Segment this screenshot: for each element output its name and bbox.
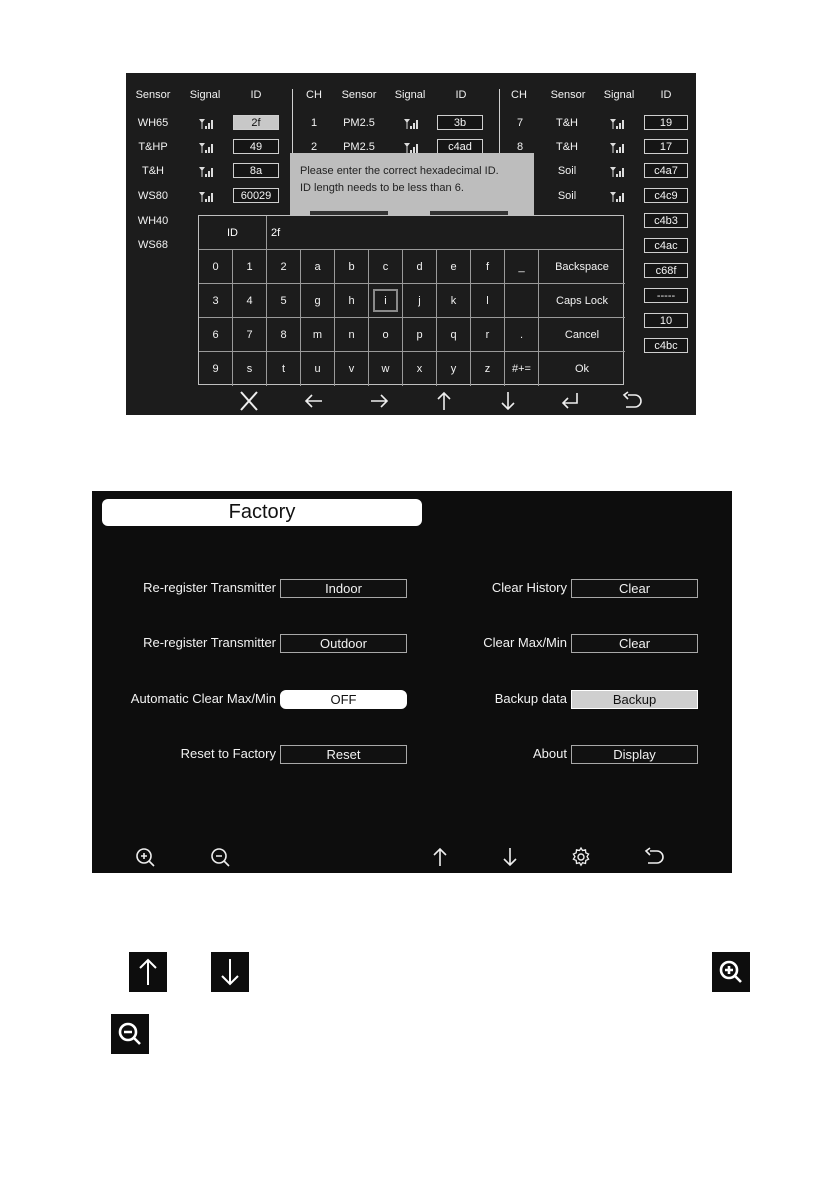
key-[interactable]: . [505,318,539,352]
key-u[interactable]: u [301,352,335,386]
header-id: ID [250,89,262,101]
key-o[interactable]: o [369,318,403,352]
enter-icon[interactable] [558,390,582,412]
key-e[interactable]: e [437,250,471,284]
sensor-name: T&H [556,117,578,129]
channel-number: 8 [516,141,524,153]
key-d[interactable]: d [403,250,437,284]
setting-label: Clear History [491,580,567,595]
key-q[interactable]: q [437,318,471,352]
id-input[interactable]: 2f [271,227,281,239]
signal-icon [199,166,213,177]
keyboard-nav-bar [126,387,696,415]
key-i[interactable]: i [369,284,403,318]
key-t[interactable]: t [267,352,301,386]
key-b[interactable]: b [335,250,369,284]
key-5[interactable]: 5 [267,284,301,318]
key-9[interactable]: 9 [199,352,233,386]
key-c[interactable]: c [369,250,403,284]
arrow-right-icon[interactable] [367,390,391,412]
signal-icon [610,118,624,129]
key-cancel[interactable]: Cancel [539,318,625,352]
key-g[interactable]: g [301,284,335,318]
sensor-name: WS68 [138,239,168,251]
factory-screen [92,491,732,873]
arrow-down-icon [211,952,249,992]
header-id: ID [455,89,467,101]
id-field[interactable]: 49 [233,139,279,154]
setting-label: Automatic Clear Max/Min [130,691,276,706]
id-field[interactable]: 3b [437,115,483,130]
key-4[interactable]: 4 [233,284,267,318]
key-backspace[interactable]: Backspace [539,250,625,284]
key-ok[interactable]: Ok [574,363,590,375]
id-label: ID [199,216,267,250]
header-signal: Signal [394,89,426,101]
arrow-down-icon[interactable] [496,390,520,412]
sensor-name: PM2.5 [343,141,375,153]
close-icon[interactable] [237,390,261,412]
key-2[interactable]: 2 [267,250,301,284]
id-field[interactable]: 8a [233,163,279,178]
channel-number: 2 [310,141,318,153]
key-h[interactable]: h [335,284,369,318]
id-field[interactable]: c4ad [437,139,483,154]
zoom-in-icon [712,952,750,992]
page-title: Factory [102,499,422,526]
header-signal: Signal [603,89,635,101]
header-sensor: Sensor [550,89,586,101]
arrow-up-icon[interactable] [428,846,452,868]
reset-button[interactable]: Reset [280,745,407,764]
header-sensor: Sensor [341,89,377,101]
id-field[interactable]: c4bc [644,338,688,353]
setting-label: Reset to Factory [180,746,276,761]
setting-label: Backup data [494,691,567,706]
zoom-in-icon[interactable] [134,846,158,868]
about-display-button[interactable]: Display [571,745,698,764]
key-[interactable]: #+= [505,352,539,386]
dialog-message: Please enter the correct hexadecimal ID. [300,165,499,177]
sensor-name: T&H [142,165,164,177]
arrow-up-icon[interactable] [432,390,456,412]
key-8[interactable]: 8 [267,318,301,352]
sensor-name: T&H [556,141,578,153]
id-field[interactable]: c4ac [644,238,688,253]
key-v[interactable]: v [335,352,369,386]
key-3[interactable]: 3 [199,284,233,318]
channel-number: 1 [310,117,318,129]
key-l[interactable]: l [471,284,505,318]
key-z[interactable]: z [471,352,505,386]
key-y[interactable]: y [437,352,471,386]
setting-label: Re-register Transmitter [143,580,276,595]
zoom-out-icon[interactable] [209,846,233,868]
id-field[interactable]: 60029 [233,188,279,203]
sensor-name: Soil [557,165,577,177]
zoom-out-icon [111,1014,149,1054]
id-field[interactable]: c4c9 [644,188,688,203]
key-k[interactable]: k [437,284,471,318]
id-field[interactable]: c68f [644,263,688,278]
sensor-name: WS80 [138,190,168,202]
indoor-button[interactable]: Indoor [280,579,407,598]
sensor-name: WH40 [137,215,169,227]
arrow-left-icon[interactable] [302,390,326,412]
signal-icon [199,191,213,202]
key-j[interactable]: j [403,284,437,318]
key-1[interactable]: 1 [233,250,267,284]
key-blank[interactable] [505,284,539,318]
key-[interactable]: _ [505,250,539,284]
hex-keyboard [198,215,624,385]
id-field[interactable]: c4a7 [644,163,688,178]
key-caps-lock[interactable]: Caps Lock [539,284,625,318]
sensor-name: WH65 [137,117,169,129]
arrow-down-icon[interactable] [498,846,522,868]
id-field-selected[interactable]: 2f [233,115,279,130]
keyboard-row [199,352,623,386]
sensor-id-screen [126,73,696,415]
outdoor-button[interactable]: Outdoor [280,634,407,653]
id-field[interactable]: 19 [644,115,688,130]
clear-history-button[interactable]: Clear [571,579,698,598]
signal-icon [404,142,418,153]
key-p[interactable]: p [403,318,437,352]
gear-icon[interactable] [569,846,593,868]
channel-number: 7 [516,117,524,129]
id-field[interactable]: c4b3 [644,213,688,228]
setting-label: Re-register Transmitter [143,635,276,650]
key-w[interactable]: w [369,352,403,386]
key-0[interactable]: 0 [199,250,233,284]
header-signal: Signal [189,89,221,101]
signal-icon [199,118,213,129]
signal-icon [404,118,418,129]
key-7[interactable]: 7 [233,318,267,352]
back-icon[interactable] [620,390,644,412]
keyboard-row [199,250,623,284]
back-icon[interactable] [642,846,666,868]
key-a[interactable]: a [301,250,335,284]
key-f[interactable]: f [471,250,505,284]
sensor-name: T&HP [138,141,168,153]
id-field[interactable]: 17 [644,139,688,154]
id-field[interactable]: ----- [644,288,688,303]
key-r[interactable]: r [471,318,505,352]
key-m[interactable]: m [301,318,335,352]
signal-icon [199,142,213,153]
key-6[interactable]: 6 [199,318,233,352]
keyboard-id-row [199,216,623,250]
clear-maxmin-button[interactable]: Clear [571,634,698,653]
sensor-name: Soil [557,190,577,202]
header-ch: CH [511,89,527,101]
keyboard-row [199,318,623,352]
key-x[interactable]: x [403,352,437,386]
header-ch: CH [306,89,322,101]
signal-icon [610,166,624,177]
factory-nav-bar [92,843,732,869]
key-s[interactable]: s [233,352,267,386]
backup-button[interactable]: Backup [571,690,698,709]
id-field[interactable]: 10 [644,313,688,328]
header-sensor: Sensor [135,89,171,101]
auto-clear-toggle[interactable]: OFF [280,690,407,709]
signal-icon [610,142,624,153]
key-n[interactable]: n [335,318,369,352]
keyboard-row [199,284,623,318]
error-dialog [290,153,534,215]
header-id: ID [660,89,672,101]
signal-icon [610,191,624,202]
arrow-up-icon [129,952,167,992]
sensor-name: PM2.5 [343,117,375,129]
dialog-message: ID length needs to be less than 6. [300,182,464,194]
setting-label: Clear Max/Min [483,635,567,650]
setting-label: About [533,746,567,761]
